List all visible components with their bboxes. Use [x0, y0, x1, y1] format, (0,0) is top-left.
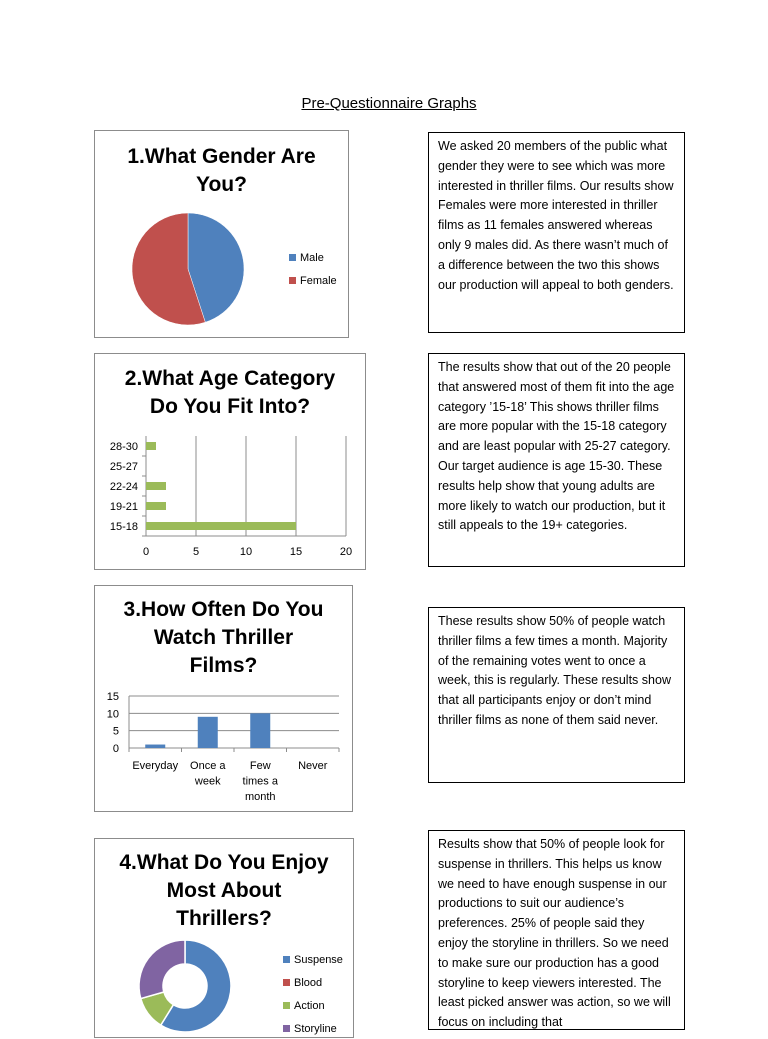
- y-tick-label: 22-24: [109, 481, 138, 493]
- enjoy-donut-svg: [95, 839, 355, 1039]
- chart-title-line: 2.What Age Category: [124, 367, 336, 390]
- chart-title-line: You?: [196, 173, 247, 196]
- y-tick-label: 15: [106, 691, 119, 703]
- x-tick-label: month: [244, 791, 276, 803]
- bar: [146, 502, 166, 510]
- x-tick-label: Once a: [190, 760, 226, 772]
- legend-swatch: [283, 956, 290, 963]
- age-bar-svg: [95, 354, 367, 571]
- frequency-description: These results show 50% of people watch thriller films a few times a month. Majority of the remaining votes went to once a week, this is regularly. These results show that all participants enjoy or don’t mind thriller films as none of them said never.: [428, 607, 685, 783]
- bar: [146, 522, 296, 530]
- age-chart: [94, 353, 366, 570]
- enjoy-chart: [94, 838, 354, 1038]
- x-tick-label: 5: [192, 546, 200, 558]
- x-tick-label: Never: [298, 760, 328, 772]
- chart-title-line: 1.What Gender Are: [127, 145, 316, 168]
- gender-description: We asked 20 members of the public what gender they were to see which was more interested in thriller films. Our results show Females were more interested in thriller films as 11 females answered whereas only 9 males did. As there wasn’t much of a difference between the two this shows our production will appeal to both genders.: [428, 132, 685, 333]
- x-tick-label: 10: [239, 546, 253, 558]
- chart-title-line: Films?: [189, 654, 258, 677]
- legend-label: Action: [294, 1000, 325, 1012]
- bar: [145, 745, 165, 748]
- page-title: Pre-Questionnaire Graphs: [301, 95, 477, 112]
- gender-chart: [94, 130, 349, 338]
- x-tick-label: 15: [289, 546, 303, 558]
- x-tick-label: 0: [142, 546, 150, 558]
- bar: [146, 442, 156, 450]
- x-tick-label: 20: [339, 546, 353, 558]
- legend-swatch: [289, 254, 296, 261]
- x-tick-label: Everyday: [132, 760, 179, 772]
- x-tick-label: times a: [242, 775, 278, 788]
- legend-label: Male: [300, 252, 324, 264]
- y-tick-label: 0: [112, 743, 119, 755]
- frequency-bar-svg: [95, 586, 354, 813]
- frequency-chart: [94, 585, 353, 812]
- chart-title-line: Watch Thriller: [153, 626, 294, 649]
- gender-pie-svg: [95, 131, 350, 339]
- legend-label: Blood: [294, 977, 323, 989]
- chart-title-line: Most About: [166, 879, 282, 902]
- chart-title-line: Thrillers?: [176, 907, 272, 930]
- y-tick-label: 28-30: [109, 441, 138, 453]
- bar: [146, 482, 166, 490]
- bar: [250, 713, 270, 748]
- legend-label: Suspense: [294, 954, 343, 966]
- pie-slice-storyline: [139, 940, 185, 999]
- x-tick-label: week: [194, 775, 221, 788]
- age-description: The results show that out of the 20 people that answered most of them fit into the age category ’15-18’ This shows thriller films are more popular with the 15-18 category and are least popular with 25-27 category. Our target audience is age 15-30. These results help show that young adults are more likely to watch our production, but it still appeals to the 19+ categories.: [428, 353, 685, 567]
- legend-label: Storyline: [294, 1023, 337, 1035]
- legend-label: Female: [300, 275, 337, 287]
- y-tick-label: 10: [106, 708, 119, 721]
- chart-title-line: 3.How Often Do You: [123, 598, 324, 621]
- enjoy-description: Results show that 50% of people look for suspense in thrillers. This helps us know we need to have enough suspense in our productions to suit our audience’s preferences. 25% of people said they enjoy the storyline in thrillers. So we need to make sure our production has a good storyline to keep viewers interested. The least picked answer was action, so we will focus on including that: [428, 830, 685, 1030]
- chart-title-line: 4.What Do You Enjoy: [119, 851, 329, 874]
- y-tick-label: 5: [112, 725, 119, 738]
- legend-swatch: [283, 979, 290, 986]
- bar: [198, 717, 218, 748]
- y-tick-label: 15-18: [109, 521, 138, 533]
- legend-swatch: [289, 277, 296, 284]
- legend-swatch: [283, 1025, 290, 1032]
- y-tick-label: 25-27: [109, 461, 138, 473]
- chart-title-line: Do You Fit Into?: [149, 395, 311, 418]
- y-tick-label: 19-21: [109, 501, 138, 513]
- legend-swatch: [283, 1002, 290, 1009]
- x-tick-label: Few: [249, 760, 271, 772]
